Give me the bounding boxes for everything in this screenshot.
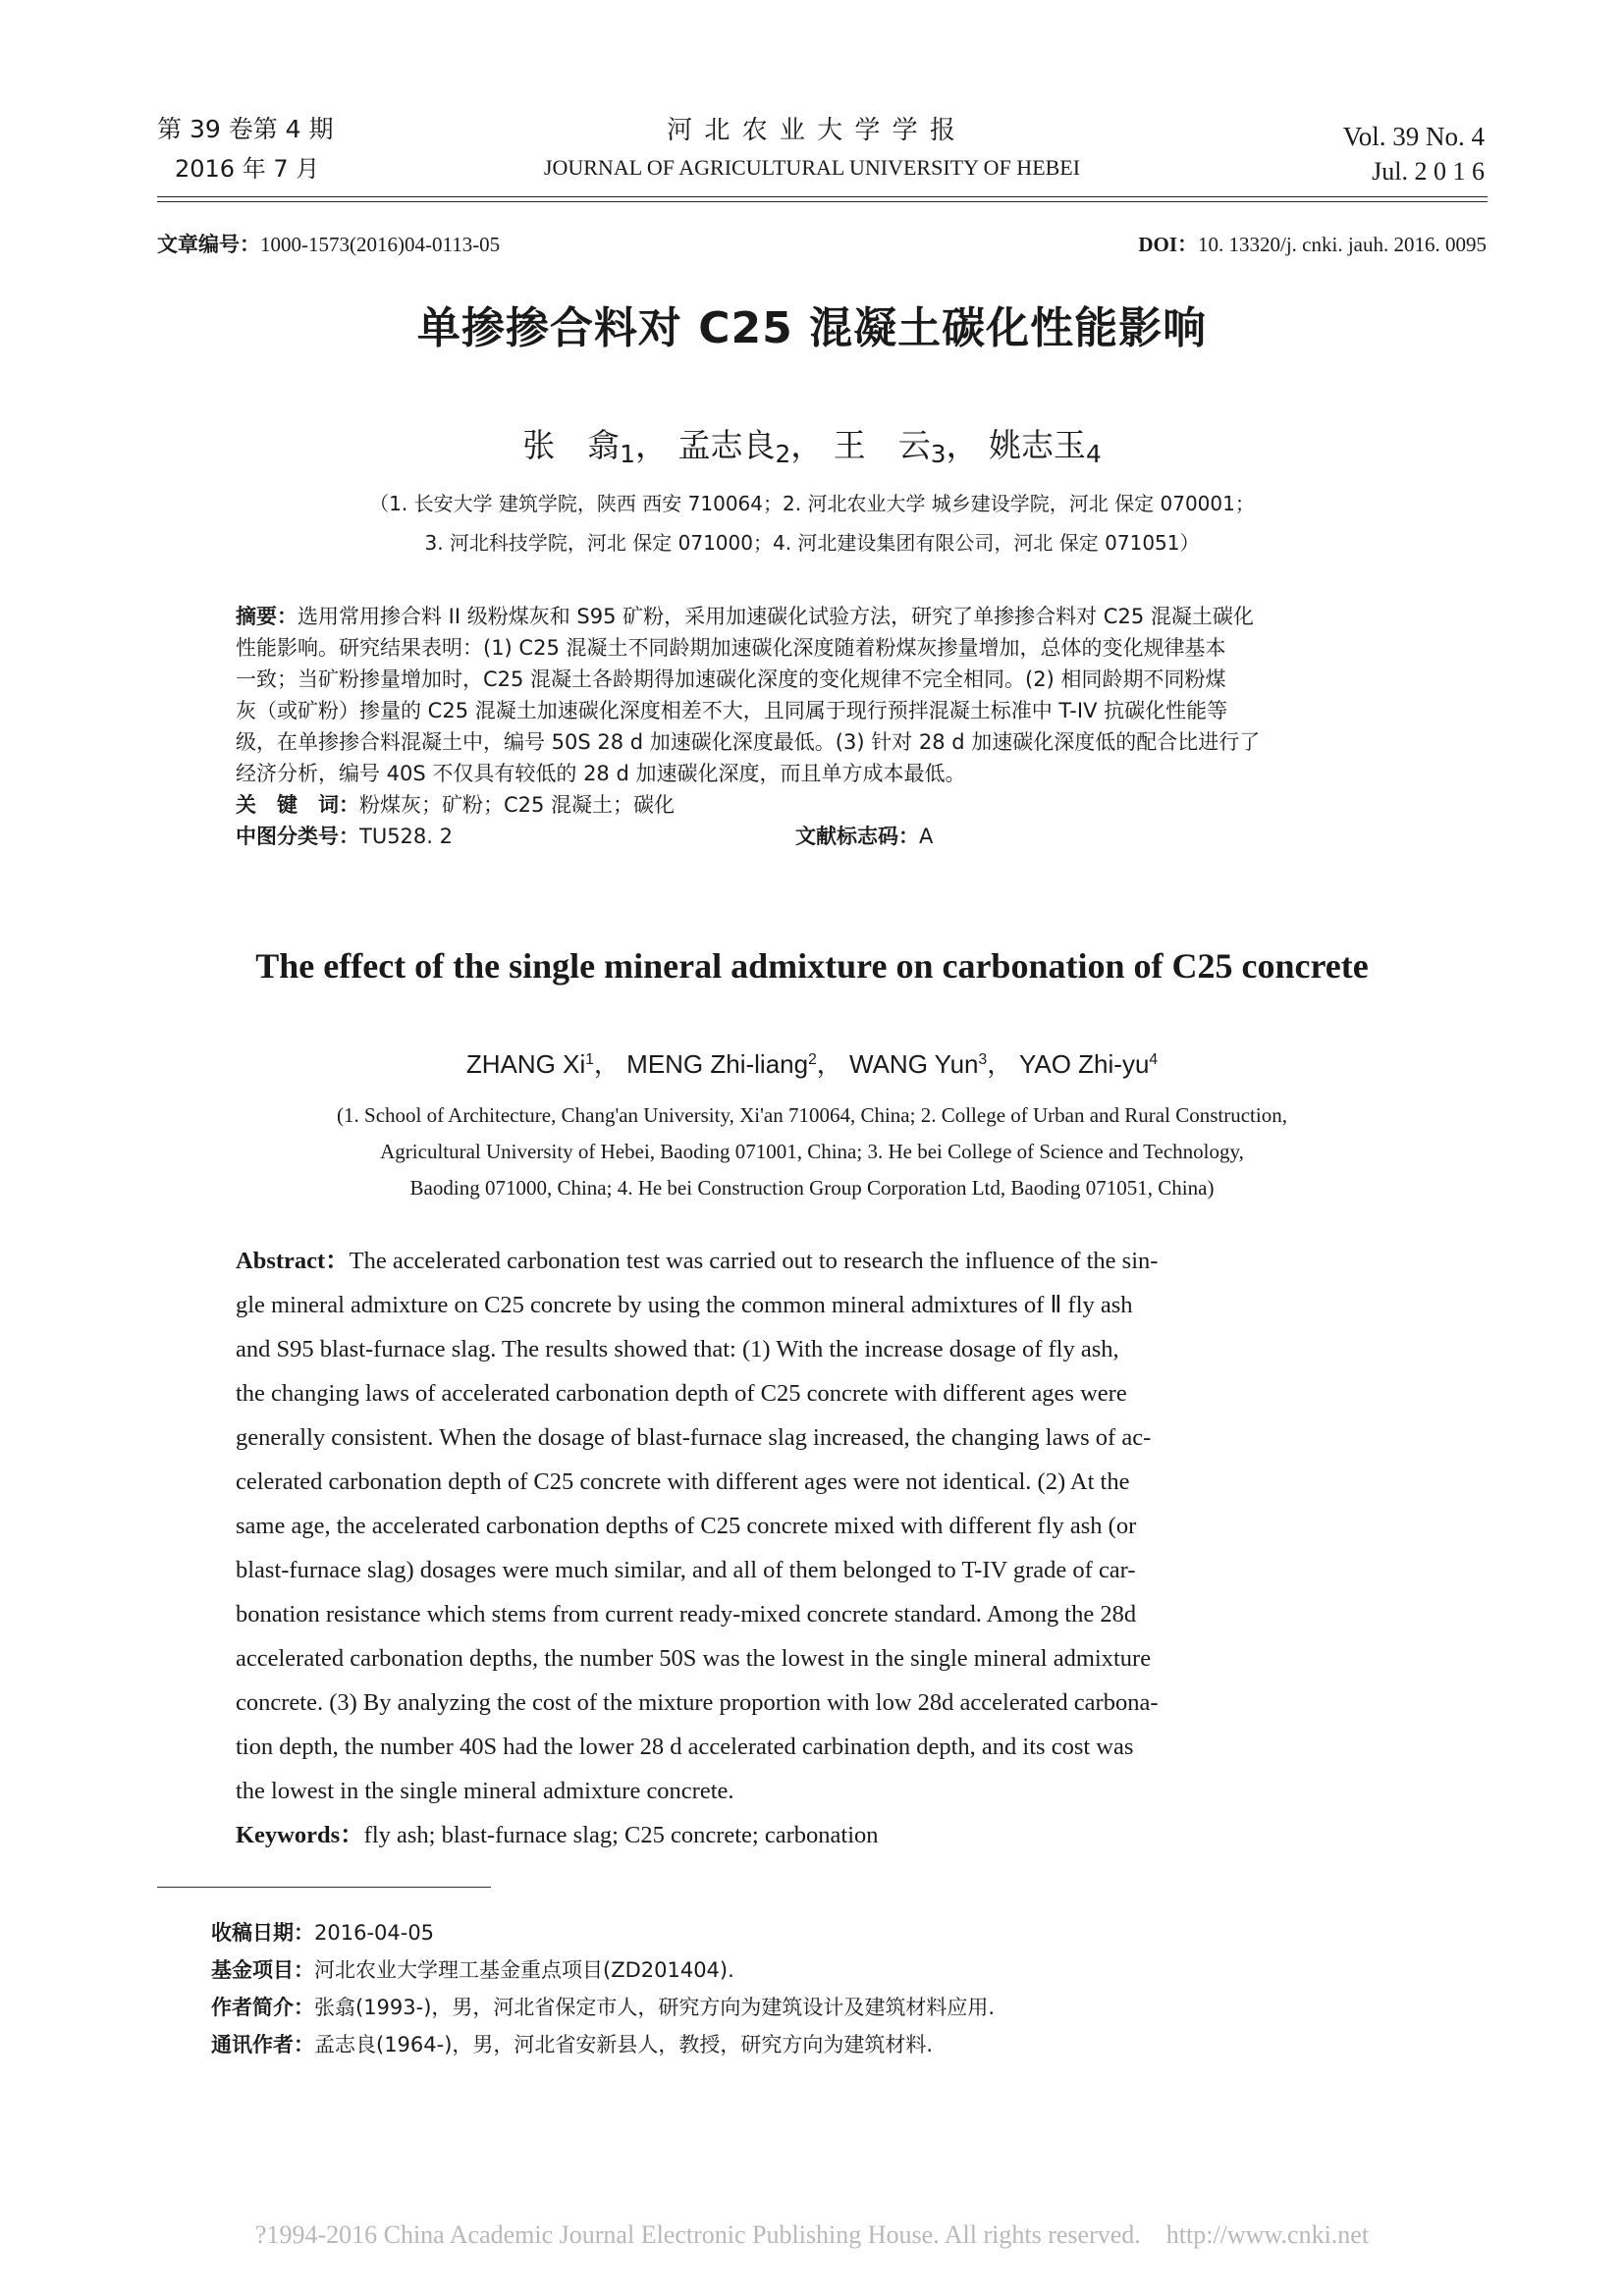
abstract-line: gle mineral admixture on C25 concrete by using the common mineral admixtures of Ⅱ fly ash [236,1292,1133,1318]
footnote-rule [157,1887,491,1888]
title-cn: 单掺掺合料对 C25 混凝土碳化性能影响 [416,303,1208,353]
abstract-line: same age, the accelerated carbonation depths of C25 concrete mixed with different fly ash (or [236,1513,1137,1539]
abstract-line: 经济分析，编号 40S 不仅具有较低的 28 d 加速碳化深度，而且单方成本最低。 [236,762,966,785]
abstract-line: 摘要：选用常用掺合料 II 级粉煤灰和 S95 矿粉，采用加速碳化试验方法，研究了单掺掺合料对 C25 混凝土碳化 [236,605,1254,628]
abstract-line: the lowest in the single mineral admixture concrete. [236,1778,734,1804]
abstract-line: 灰（或矿粉）掺量的 C25 混凝土加速碳化深度相差不大，且同属于现行预拌混凝土标准中 T-IV 抗碳化性能等 [236,699,1228,722]
affiliation-line: Baoding 071000, China; 4. He bei Construction Group Corporation Ltd, Baoding 071051, China) [409,1176,1215,1200]
journal-title-cn: 河 北 农 业 大 学 学 报 [667,116,957,145]
header-rule-bottom [157,201,1488,202]
abstract-line: and S95 blast-furnace slag. The results showed that: (1) With the increase dosage of fly ash, [236,1336,1119,1362]
abstract-line: tion depth, the number 40S had the lower 28 d accelerated carbination depth, and its cost was [236,1734,1134,1760]
journal-title-en: JOURNAL OF AGRICULTURAL UNIVERSITY OF HEBEI [543,155,1081,180]
author-name: 王 云 [833,426,931,464]
authors-cn: 张 翕1， 孟志良2， 王 云3， 姚志玉4 [522,426,1102,469]
footnote-author-bio: 作者简介：张翕(1993-)，男，河北省保定市人，研究方向为建筑设计及建筑材料应用. [211,1996,996,2019]
abstract-line: concrete. (3) By analyzing the cost of the mixture proportion with low 28d accelerated carbona- [236,1689,1159,1716]
affiliations-en [0,1097,1624,1206]
keywords-en: Keywords：fly ash; blast-furnace slag; C25 concrete; carbonation [236,1822,879,1848]
author-name: 张 翕 [522,426,621,464]
abstract-line: generally consistent. When the dosage of blast-furnace slag increased, the changing laws of ac- [236,1424,1152,1451]
footnote-fund: 基金项目：河北农业大学理工基金重点项目(ZD201404). [211,1958,734,1982]
affiliation-line: Agricultural University of Hebei, Baoding 071001, China; 3. He bei College of Science and Technology, [380,1140,1244,1163]
affiliation-line: （1. 长安大学 建筑学院，陕西 西安 710064；2. 河北农业大学 城乡建设学院，河北 保定 070001； [369,492,1255,515]
abstract-line: Abstract：The accelerated carbonation test was carried out to research the influence of the sin- [236,1248,1159,1274]
author-name: YAO Zhi-yu [1018,1049,1150,1079]
authors-en: ZHANG Xi$^1$， MENG Zhi-liang$^2$， WANG Yun$^3$， YAO Zhi-$yu^4$ [465,1049,1159,1079]
issue-number: 第 39 卷第 4 期 [157,115,334,143]
footnote-received: 收稿日期：2016-04-05 [211,1921,435,1945]
author-name: 孟志良 [677,426,776,464]
abstract-line: blast-furnace slag) dosages were much similar, and all of them belonged to T-IV grade of car- [236,1557,1136,1583]
author-name: ZHANG Xi [465,1049,586,1079]
publication-month: Jul. 2 0 1 6 [1372,157,1485,186]
affiliations-cn [0,484,1624,562]
abstract-line: 性能影响。研究结果表明：(1) C25 混凝土不同龄期加速碳化深度随着粉煤灰掺量增加，总体的变化规律基本 [236,636,1226,660]
abstract-line: celerated carbonation depth of C25 concrete with different ages were not identical. (2) At the [236,1468,1130,1495]
issue-date: 2016 年 7 月 [175,155,320,183]
doi: DOI：10. 13320/j. cnki. jauh. 2016. 0095 [1138,233,1487,256]
abstract-cn [236,601,1406,852]
abstract-line: 级，在单掺掺合料混凝土中，编号 50S 28 d 加速碳化深度最低。(3) 针对 28 d 加速碳化深度低的配合比进行了 [236,730,1261,754]
title-en: The effect of the single mineral admixture on carbonation of C25 concrete [255,946,1369,986]
abstract-line: bonation resistance which stems from current ready-mixed concrete standard. Among the 28d [236,1601,1137,1628]
abstract-line: 一致；当矿粉掺量增加时，C25 混凝土各龄期得加速碳化深度的变化规律不完全相同。(2) 相同龄期不同粉煤 [236,667,1226,691]
author-name: WANG Yun [849,1049,979,1079]
abstract-line: accelerated carbonation depths, the number 50S was the lowest in the single mineral admixture [236,1645,1152,1672]
cnki-link[interactable]: http://www.cnki.net [1165,2220,1370,2249]
article-number: 文章编号：1000-1573(2016)04-0113-05 [157,233,501,256]
abstract-en [236,1239,1410,1857]
keywords-cn: 关 键 词：粉煤灰；矿粉；C25 混凝土；碳化 [236,793,676,817]
copyright-notice: ?1994-2016 China Academic Journal Electronic Publishing House. All rights reserved. http://www.cnki.net [254,2220,1370,2249]
footnote-corresponding-author: 通讯作者：孟志良(1964-)，男，河北省安新县人，教授，研究方向为建筑材料. [211,2033,934,2056]
affiliation-line: (1. School of Architecture, Chang'an University, Xi'an 710064, China; 2. College of Urban and Rural Construction, [337,1103,1287,1127]
author-name: MENG Zhi-liang [626,1049,809,1079]
abstract-line: the changing laws of accelerated carbonation depth of C25 concrete with different ages were [236,1380,1127,1407]
classification-line: 中图分类号：TU528. 2 文献标志码：A [236,825,934,848]
volume-number: Vol. 39 No. 4 [1342,122,1485,151]
header-rule-top [157,196,1488,197]
author-name: 姚志玉 [989,426,1086,464]
affiliation-line: 3. 河北科技学院，河北 保定 071000；4. 河北建设集团有限公司，河北 保定 071051） [424,531,1200,555]
